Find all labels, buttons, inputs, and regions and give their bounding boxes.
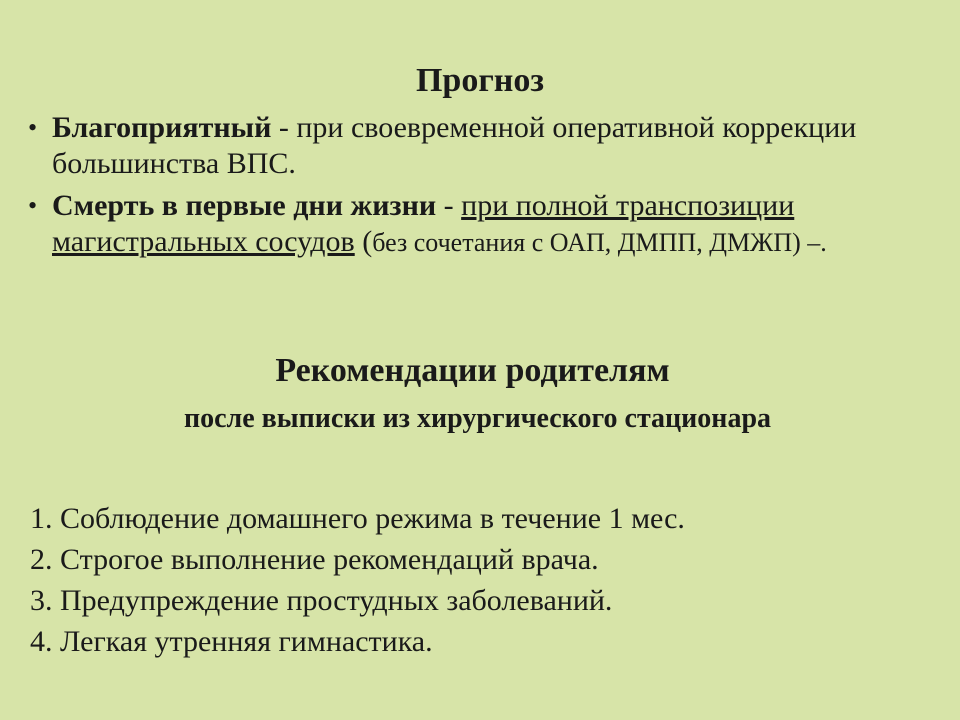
recommendations-list [30, 498, 685, 662]
bullet-icon: • [28, 191, 38, 220]
prognosis-title: Прогноз [415, 62, 545, 99]
bullet-icon: • [28, 113, 38, 142]
death-paren: ( [354, 225, 373, 258]
recommendation-item: 2. Строгое выполнение рекомендаций врача. [30, 543, 599, 576]
prognosis-list [26, 110, 906, 267]
recommendation-item: 4. Легкая утренняя гимнастика. [30, 625, 433, 658]
death-condition: при полной транспозиции магистральных сосудов [52, 189, 795, 258]
recommendation-item: 1. Соблюдение домашнего режима в течение 1 мес. [30, 502, 685, 535]
favorable-label: Благоприятный [52, 111, 272, 144]
recommendation-item: 3. Предупреждение простудных заболеваний. [30, 584, 613, 617]
favorable-text: - при своевременной оперативной коррекции большинства ВПС. [52, 111, 857, 180]
recommendations-subtitle: после выписки из хирургического стационара [183, 403, 772, 434]
death-dash: - [436, 189, 462, 222]
death-note: без сочетания с ОАП, ДМПП, ДМЖП) –. [372, 228, 827, 257]
prognosis-item-favorable [26, 110, 906, 182]
death-label: Смерть в первые дни жизни [52, 189, 437, 222]
prognosis-item-death [26, 188, 906, 261]
recommendations-title: Рекомендации родителям [275, 352, 670, 389]
